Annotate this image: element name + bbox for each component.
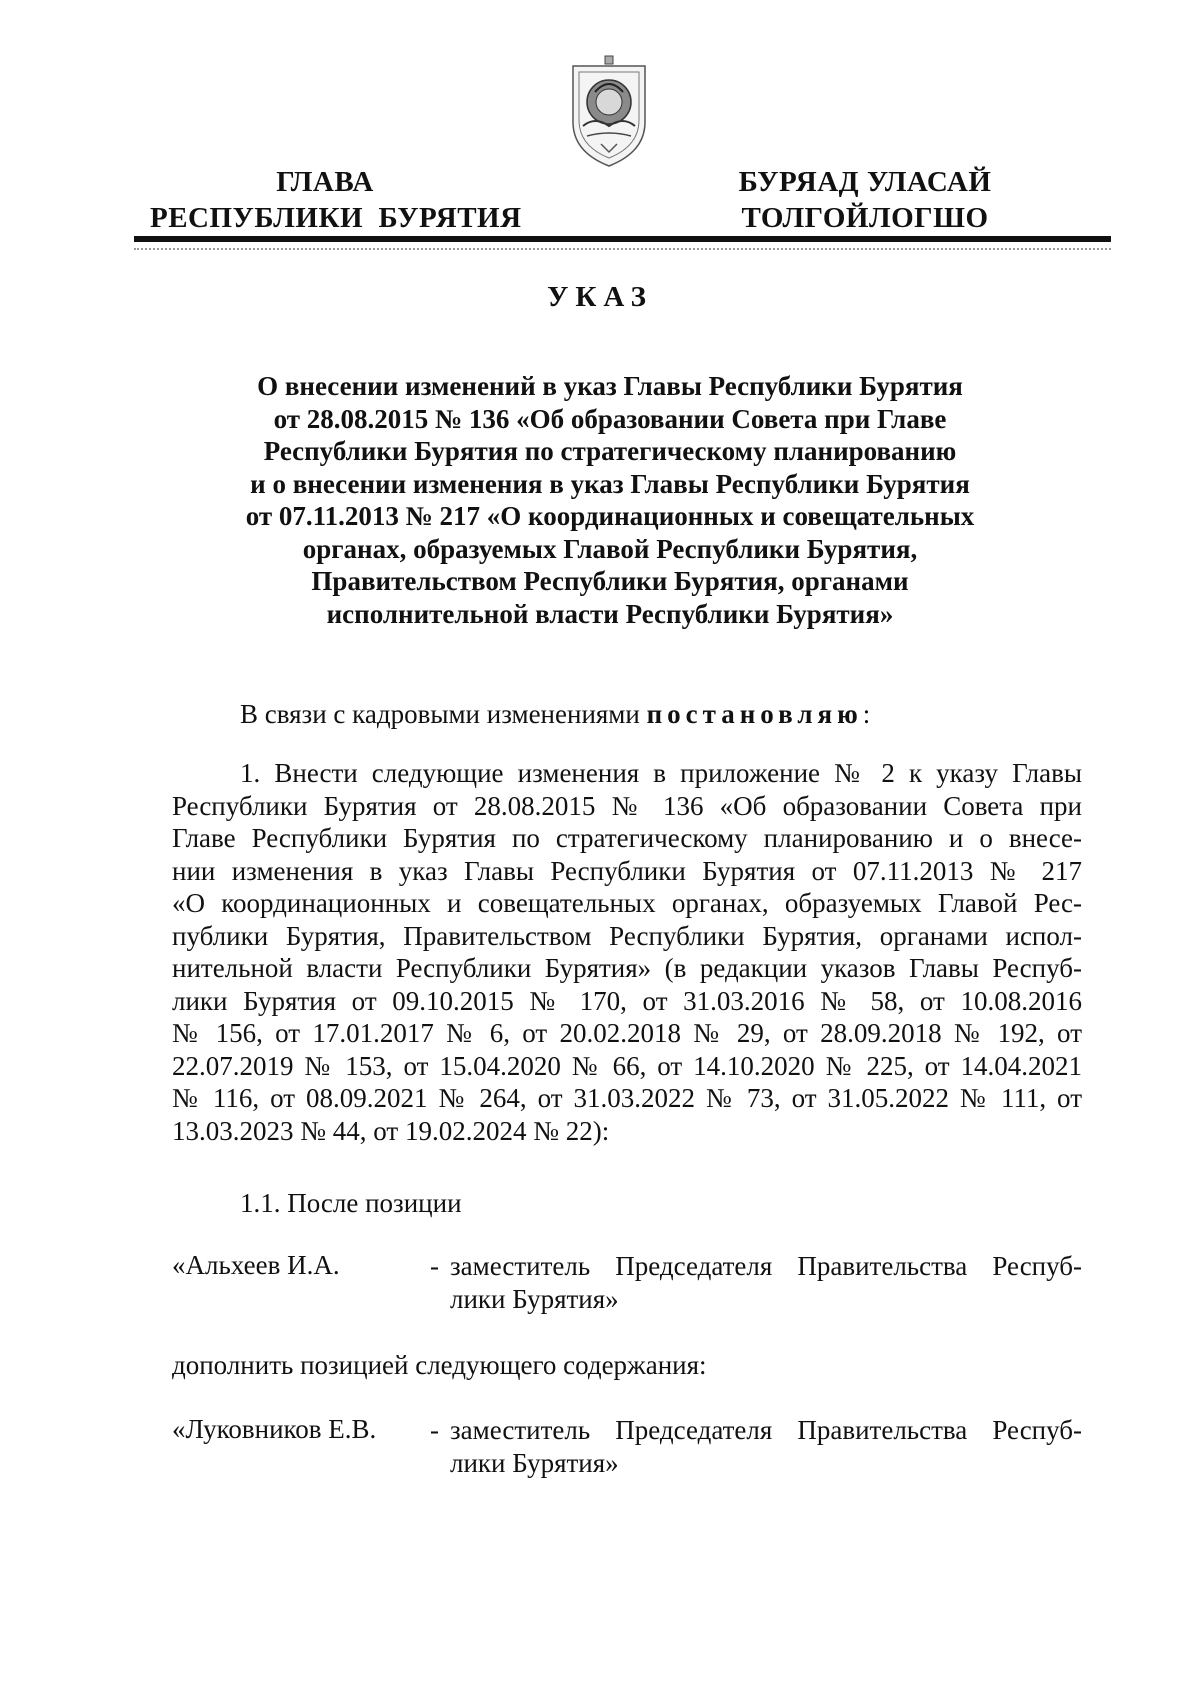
preamble [240,699,870,730]
position-2-description [430,1414,1082,1480]
paragraph-line: нительной власти Республики Бурятия» (в редакции указов Главы Респуб- [172,953,1082,983]
coat-of-arms-icon [565,52,653,172]
paragraph-line: Главе Республики Бурятия по стратегическому планированию и о внесе- [172,823,1082,853]
paragraph-line: лики Бурятия от 09.10.2015 № 170, от 31.03.2016 № 58, от 10.08.2016 [172,985,1082,1016]
paragraph-line: «О координационных и совещательных органах, образуемых Главой Рес- [172,888,1082,918]
position-2-desc-line1: заместитель Председателя Правительства Респуб- [450,1415,1082,1445]
position-1-desc-line1: заместитель Председателя Правительства Респуб- [450,1251,1082,1281]
issuer-title-buryat-line1: БУРЯАД УЛАСАЙ [738,166,992,198]
subject-line: и о внесении изменения в указ Главы Республики Бурятия [250,468,970,499]
issuer-title-line1: ГЛАВА [276,166,374,198]
position-2-dash: - [430,1415,439,1445]
subject-line: органах, образуемых Главой Республики Бурятия, [302,533,918,564]
header-divider-thin [134,248,1111,250]
position-2-desc-line2: лики Бурятия» [450,1448,619,1478]
preamble-colon: : [862,699,871,729]
subject-line: от 28.08.2015 № 136 «Об образовании Совета при Главе [273,403,947,434]
paragraph-line: нии изменения в указ Главы Республики Бурятия от 07.11.2013 № 217 [172,855,1082,886]
subject-line: Правительством Республики Бурятия, органами [311,566,909,596]
subject-line: исполнительной власти Республики Бурятия» [326,598,894,629]
issuer-title-buryat [715,164,1015,236]
position-2-name: «Луковников Е.В. [172,1414,377,1444]
paragraph-line: Республики Бурятия от 28.08.2015 № 136 «Об образовании Совета при [172,790,1082,821]
paragraph-line: № 156, от 17.01.2017 № 6, от 20.02.2018 № 29, от 28.09.2018 № 192, от [172,1018,1082,1048]
subject-line: Республики Бурятия по стратегическому планированию [263,436,957,466]
paragraph-line: публики Бурятия, Правительством Республики Бурятия, органами испол- [172,920,1082,951]
paragraph-line: 13.03.2023 № 44, от 19.02.2024 № 22): [172,1115,610,1146]
decree-subject [200,370,1020,630]
subparagraph-1-1: 1.1. После позиции [240,1188,462,1218]
issuer-title-buryat-line2: ТОЛГОЙЛОГШО [741,202,989,234]
preamble-text: В связи с кадровыми изменениями [240,699,647,729]
subject-line: О внесении изменений в указ Главы Республики Бурятия [257,371,963,401]
paragraph-line: 1. Внести следующие изменения в приложение № 2 к указу Главы [240,758,1082,788]
issuer-title-russian [150,164,522,236]
preamble-resolution: постановляю [646,699,863,729]
position-1-name: «Альхеев И.А. [172,1250,340,1280]
paragraph-line: № 116, от 08.09.2021 № 264, от 31.03.2022 № 73, от 31.05.2022 № 111, от [172,1083,1082,1113]
header-divider-thick [134,236,1111,242]
issuer-title-line2: РЕСПУБЛИКИ БУРЯТИЯ [150,202,522,234]
position-1-dash: - [430,1251,439,1281]
document-title: УКАЗ [547,281,653,313]
paragraph-1 [172,757,1082,1147]
supplement-text: дополнить позицией следующего содержания: [172,1350,707,1380]
paragraph-line: 22.07.2019 № 153, от 15.04.2020 № 66, от 14.10.2020 № 225, от 14.04.2021 [172,1050,1082,1081]
position-1-desc-line2: лики Бурятия» [450,1284,619,1314]
subject-line: от 07.11.2013 № 217 «О координационных и совещательных [245,501,975,531]
position-1-description [430,1250,1082,1316]
